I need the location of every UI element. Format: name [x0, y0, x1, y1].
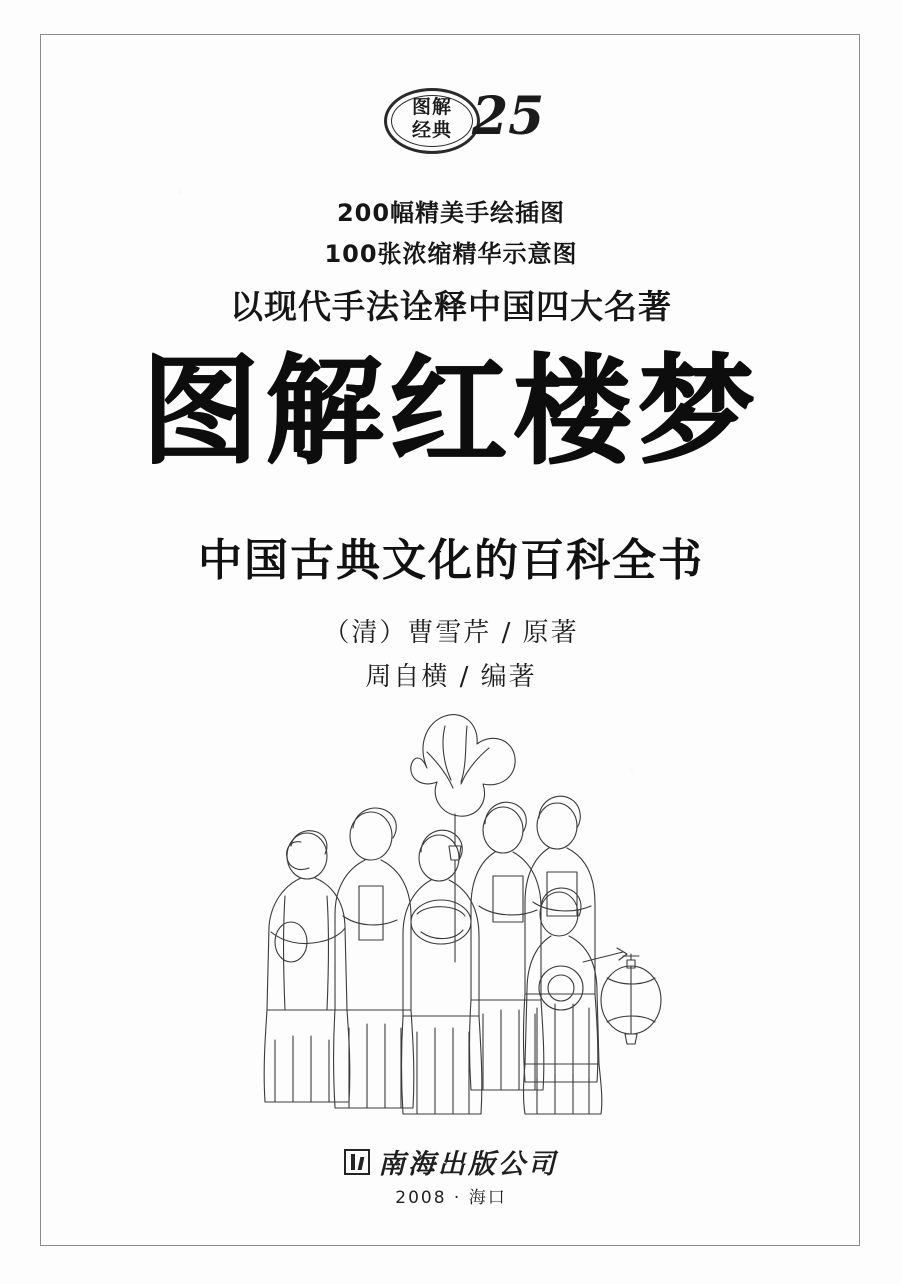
publisher-block: [0, 1142, 902, 1181]
page-subtitle: 中国古典文化的百科全书: [198, 535, 704, 586]
series-badge-label-line1: 图解: [411, 96, 452, 118]
tagline-illustrations-count: 200幅精美手绘插图: [336, 199, 566, 227]
series-badge-label: [394, 96, 470, 142]
series-badge-number: 25: [472, 86, 545, 147]
series-badge-label-line2: 经典: [411, 119, 452, 141]
publisher-logo-icon: [344, 1149, 370, 1175]
publisher-imprint-line: 2008 · 海口: [395, 1188, 507, 1208]
cover-illustration: [231, 710, 671, 1120]
figure-left: [264, 831, 350, 1102]
original-author-line: （清）曹雪芹 / 原著: [323, 618, 579, 648]
tagline-modern-interpretation: 以现代手法诠释中国四大名著: [230, 287, 672, 326]
figure-lantern-bearer: [524, 888, 662, 1114]
publisher-name: 南海出版公司: [378, 1149, 558, 1180]
tagline-diagrams-count: 100张浓缩精华示意图: [324, 240, 578, 268]
feather-fan-shape: [411, 715, 515, 817]
page-title: 图解红楼梦: [140, 342, 761, 480]
editor-author-line: 周自横 / 编著: [365, 662, 537, 692]
series-badge: [0, 82, 902, 160]
